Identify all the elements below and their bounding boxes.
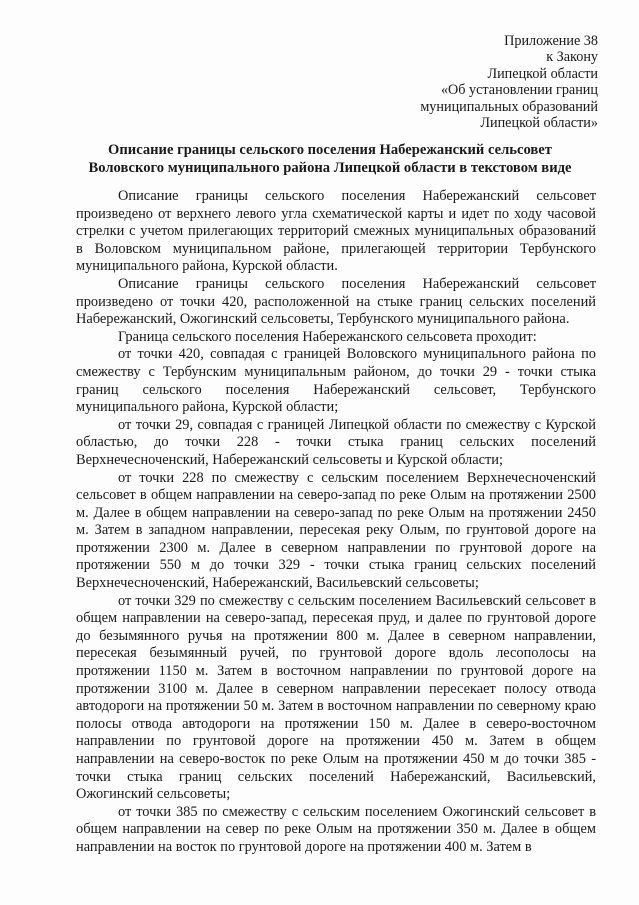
body-paragraph: Описание границы сельского поселения Набережанский сельсовет произведено от верхнего левого угла схематической карты и идет по ходу часовой стрелки с учетом прилегающих территорий смежных муниципальных образований в Воловском муниципальном районе, прилегающей территории Тербунского муниципального района, Курской области.	[76, 188, 596, 275]
document-title-line: Описание границы сельского поселения Набережанский сельсовет	[108, 142, 552, 158]
annex-header	[420, 33, 598, 131]
body-paragraph: Граница сельского поселения Набережанского сельсовета проходит:	[118, 328, 537, 345]
document-title-line: Воловского муниципального района Липецкой области в текстовом виде	[88, 159, 572, 176]
document-body	[76, 188, 596, 857]
annex-line: к Закону	[546, 49, 598, 66]
annex-line: Липецкой области	[487, 65, 598, 82]
annex-line: «Об установлении границ	[440, 82, 598, 99]
body-paragraph: от точки 329 по смежеству с сельским поселением Васильевский сельсовет в общем направлении на северо-запад, пересекая пруд, и далее по грунтовой дороге до безымянного ручья на протяжении 800 м. Далее в северном направлении, пересекая безымянный ручей, по грунтовой дороге вдоль лесополосы на протяжении 1150 м. Затем в восточном направлении по грунтовой дороге на протяжении 3100 м. Далее в северном направлении пересекает полосу отвода автодороги на протяжении 50 м. Затем в восточном направлении по северному краю полосы отвода автодороги на протяжении 150 м. Далее в северо-восточном направлении по грунтовой дороге на протяжении 450 м. Затем в общем направлении на северо-восток по реке Олым на протяжении 450 м до точки 385 - точки стыка границ сельских поселений Набережанский, Васильевский, Ожогинский сельсоветы;	[76, 592, 596, 803]
body-paragraph: Описание границы сельского поселения Набережанский сельсовет произведено от точки 420, расположенной на стыке границ сельских поселений Набережанский, Ожогинский сельсоветы, Тербунского муниципального района.	[76, 275, 596, 328]
body-paragraph: от точки 228 по смежеству с сельским поселением Верхнечесноченский сельсовет в общем направлении на северо-запад по реке Олым на протяжении 2500 м. Далее в общем направлении на северо-запад по реке Олым на протяжении 2450 м. Затем в западном направлении, пересекая реку Олым, по грунтовой дороге на протяжении 2300 м. Далее в северном направлении по грунтовой дороге на протяжении 550 м до точки 329 - точки стыка границ сельских поселений Верхнечесноченский, Набережанский, Васильевский сельсоветы;	[76, 469, 596, 592]
body-paragraph: от точки 385 по смежеству с сельским поселением Ожогинский сельсовет в общем направлении на север по реке Олым на протяжении 350 м. Далее в общем направлении на восток по грунтовой дороге на протяжении 400 м. Затем в	[76, 803, 596, 855]
annex-line: Приложение 38	[504, 33, 598, 49]
body-paragraph: от точки 29, совпадая с границей Липецкой области по смежеству с Курской областью, до точки 228 - точки стыка границ сельских поселений Верхнечесноченский, Набережанский сельсоветы и Курской области;	[76, 416, 596, 468]
annex-line: Липецкой области»	[480, 115, 598, 132]
annex-line: муниципальных образований	[420, 98, 598, 115]
body-paragraph: от точки 420, совпадая с границей Воловского муниципального района по смежеству с Тербунским муниципальным районом, до точки 29 - точки стыка границ сельского поселения Набережанский сельсовет, Тербунского муниципального района, Курской области;	[76, 346, 596, 416]
document-title	[60, 142, 600, 177]
